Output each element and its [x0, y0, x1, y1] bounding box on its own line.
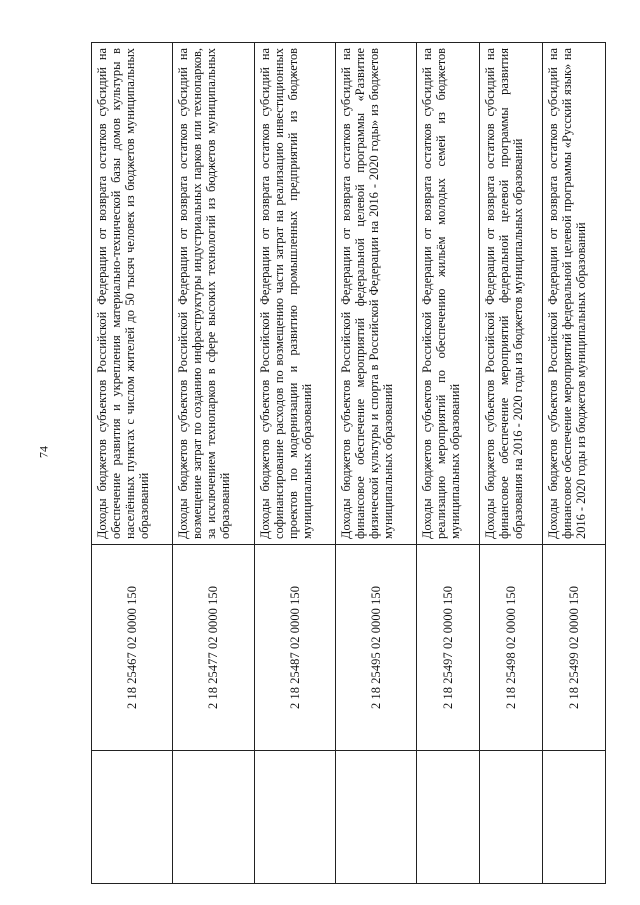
description-text: Доходы бюджетов субъектов Российской Федерации от возврата остатков субсидий на реализацию мероприятий по обеспечению жильём молодых семей из бюджетов муниципальных образований — [420, 48, 463, 539]
budget-code-cell: 2 18 25498 02 0000 150 — [480, 545, 543, 751]
revenue-codes-table — [91, 42, 606, 884]
table-row — [335, 43, 416, 884]
description-cell — [543, 43, 606, 545]
table-row — [417, 43, 480, 884]
table-row — [543, 43, 606, 884]
page-number: 74 — [36, 446, 51, 458]
rotated-table-container — [91, 43, 606, 884]
description-cell — [417, 43, 480, 545]
budget-code-cell: 2 18 25467 02 0000 150 — [92, 545, 173, 751]
admin-code-cell — [543, 751, 606, 884]
budget-code-cell: 2 18 25499 02 0000 150 — [543, 545, 606, 751]
admin-code-cell — [480, 751, 543, 884]
table-row — [92, 43, 173, 884]
table-row — [480, 43, 543, 884]
budget-code-cell: 2 18 25477 02 0000 150 — [173, 545, 254, 751]
table-row — [173, 43, 254, 884]
admin-code-cell — [254, 751, 335, 884]
description-text: Доходы бюджетов субъектов Российской Федерации от возврата остатков субсидий на финансовое обеспечение мероприятий федеральной целевой программы «Развитие физической культуры и спорта в Российской Федерации на 2016 - 2020 годы» из бюджетов муниципальных образований — [338, 48, 395, 539]
admin-code-cell — [335, 751, 416, 884]
description-cell — [92, 43, 173, 545]
description-cell — [173, 43, 254, 545]
description-cell — [335, 43, 416, 545]
table-row — [254, 43, 335, 884]
description-cell — [480, 43, 543, 545]
description-text: Доходы бюджетов субъектов Российской Федерации от возврата остатков субсидий на обеспечение развития и укрепления материально-технической базы домов культуры в населённых пунктах с числом жителей до 50 тысяч человек из бюджетов муниципальных образований — [95, 48, 151, 539]
admin-code-cell — [173, 751, 254, 884]
description-text: Доходы бюджетов субъектов Российской Федерации от возврата остатков субсидий на возмещение затрат по созданию инфраструктуры индустриальных парков или технопарков, за исключением технопарков в сфере высоких технологий из бюджетов муниципальных образований — [176, 48, 233, 539]
admin-code-cell — [417, 751, 480, 884]
budget-code-cell: 2 18 25495 02 0000 150 — [335, 545, 416, 751]
budget-code-cell: 2 18 25497 02 0000 150 — [417, 545, 480, 751]
budget-code-cell: 2 18 25487 02 0000 150 — [254, 545, 335, 751]
description-cell — [254, 43, 335, 545]
admin-code-cell — [92, 751, 173, 884]
description-text: Доходы бюджетов субъектов Российской Федерации от возврата остатков субсидий на финансовое обеспечение мероприятий федеральной целевой программы развития образования на 2016 - 2020 годы из бюджетов муниципальных образований — [483, 48, 526, 539]
description-text: Доходы бюджетов субъектов Российской Федерации от возврата остатков субсидий на софинансирование расходов по возмещению части затрат на реализацию инвестиционных проектов по модернизации и развитию промышленных предприятий из бюджетов муниципальных образований — [257, 48, 314, 539]
description-text: Доходы бюджетов субъектов Российской Федерации от возврата остатков субсидий на финансовое обеспечение мероприятий федеральной целевой программы «Русский язык» на 2016 - 2020 годы из бюджетов муниципальных образований — [546, 48, 588, 539]
